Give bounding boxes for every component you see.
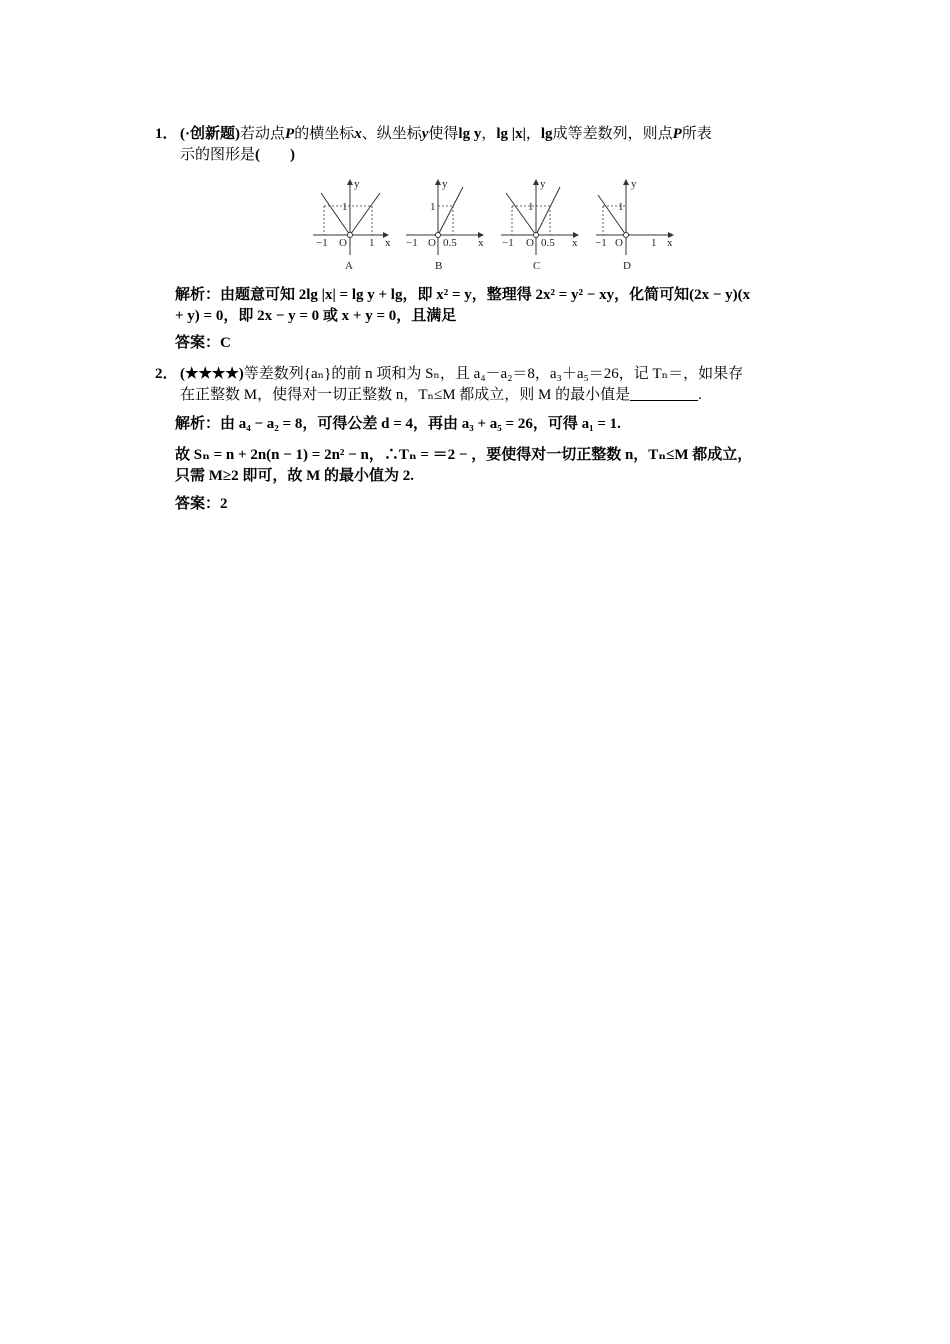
origin-label: O (526, 237, 534, 249)
answer-label: 答案： (175, 496, 221, 512)
answer-label: 答案： (175, 335, 221, 351)
q2-answer (175, 494, 815, 515)
figure-d (595, 178, 673, 272)
tick-half: 0.5 (541, 237, 555, 249)
expr-lg-y: lg y (458, 126, 482, 142)
tick-neg-one: −1 (406, 237, 418, 249)
question-2 (155, 364, 815, 406)
axis-y-label: y (442, 178, 448, 190)
tick-neg-one: −1 (316, 237, 328, 249)
figure-label-a: A (345, 260, 353, 272)
question-1 (155, 124, 815, 166)
tick-half: 0.5 (443, 237, 457, 249)
tick-one: 1 (651, 237, 657, 249)
question-text: . (698, 387, 702, 403)
question-text: 在正整数 M，使得对一切正整数 n，Tₙ≤M 都成立，则 M 的最小值是 (180, 387, 631, 403)
analysis-label: 解析： (175, 287, 221, 303)
separator: ， (525, 126, 541, 142)
expr-lg-abs-x: lg |x| (496, 126, 526, 142)
axis-x-label: x (572, 237, 578, 249)
question-number: 1． (155, 126, 178, 142)
answer-value: C (220, 335, 231, 351)
tick-y-one: 1 (342, 201, 348, 213)
analysis-text: 由题意可知 2lg |x| = lg y + lg，即 x² = y，整理得 2x² = y² − xy，化简可知(2x − y)(x (220, 287, 751, 303)
axis-y-label: y (540, 178, 546, 190)
analysis-label: 解析： (175, 416, 221, 432)
separator: ， (481, 126, 497, 142)
analysis-text: + y) = 0，即 2x − y = 0 或 x + y = 0，且满足 (175, 308, 457, 324)
origin-label: O (428, 237, 436, 249)
tick-one: 1 (369, 237, 375, 249)
var-p: P (672, 126, 682, 142)
question-text: 的横坐标 (294, 126, 355, 142)
q2-analysis-cont (175, 445, 815, 487)
expr-lg: lg (540, 126, 553, 142)
tick-y-one: 1 (528, 201, 534, 213)
figure-label-b: B (435, 260, 443, 272)
figure-label-d: D (623, 260, 631, 272)
axis-y-label: y (631, 178, 637, 190)
question-text: 使得 (428, 126, 459, 142)
question-text: 所表 (681, 126, 712, 142)
question-text: 若动点 (240, 126, 286, 142)
analysis-text: 只需 M≥2 即可，故 M 的最小值为 2. (175, 468, 415, 484)
answer-blank[interactable] (630, 386, 698, 401)
question-text: 成等差数列，则点 (552, 126, 673, 142)
figure-b (406, 178, 484, 272)
option-figures (308, 175, 678, 275)
var-p: P (285, 126, 295, 142)
tick-y-one: 1 (430, 201, 436, 213)
origin-label: O (339, 237, 347, 249)
question-tag: (·创新题) (180, 126, 240, 142)
q2-analysis (175, 414, 815, 435)
q1-analysis (175, 285, 815, 327)
figure-a (313, 178, 391, 272)
axis-x-label: x (478, 237, 484, 249)
axis-x-label: x (667, 237, 673, 249)
answer-value: 2 (220, 496, 228, 512)
analysis-text: 故 Sₙ = n + 2n(n − 1) = 2n² − n，∴Tₙ = ＝2 − ，要使得对一切正整数 n，Tₙ≤M 都成立， (175, 447, 753, 463)
tick-neg-one: −1 (502, 237, 514, 249)
axis-y-label: y (354, 178, 360, 190)
var-y: y (421, 126, 429, 142)
question-tag: (★★★★) (180, 366, 244, 382)
tick-y-one: 1 (618, 201, 624, 213)
var-x: x (354, 126, 362, 142)
axis-x-label: x (385, 237, 391, 249)
option-graphs (308, 175, 678, 275)
question-text: 等差数列{aₙ}的前 n 项和为 Sₙ，且 a₄－a₂＝8，a₃＋a₅＝26，记 Tₙ＝，如果存 (243, 366, 744, 382)
tick-neg-one: −1 (595, 237, 607, 249)
origin-label: O (615, 237, 623, 249)
answer-paren: ( ) (255, 147, 296, 163)
question-number: 2． (155, 366, 178, 382)
q1-answer (175, 333, 815, 354)
question-text: 示的图形是 (180, 147, 256, 163)
analysis-text: 由 a₄ − a₂ = 8，可得公差 d = 4，再由 a₃ + a₅ = 26，可得 a₁ = 1. (220, 416, 621, 432)
figure-label-c: C (533, 260, 541, 272)
figure-c (501, 178, 578, 272)
question-text: 、纵坐标 (361, 126, 422, 142)
